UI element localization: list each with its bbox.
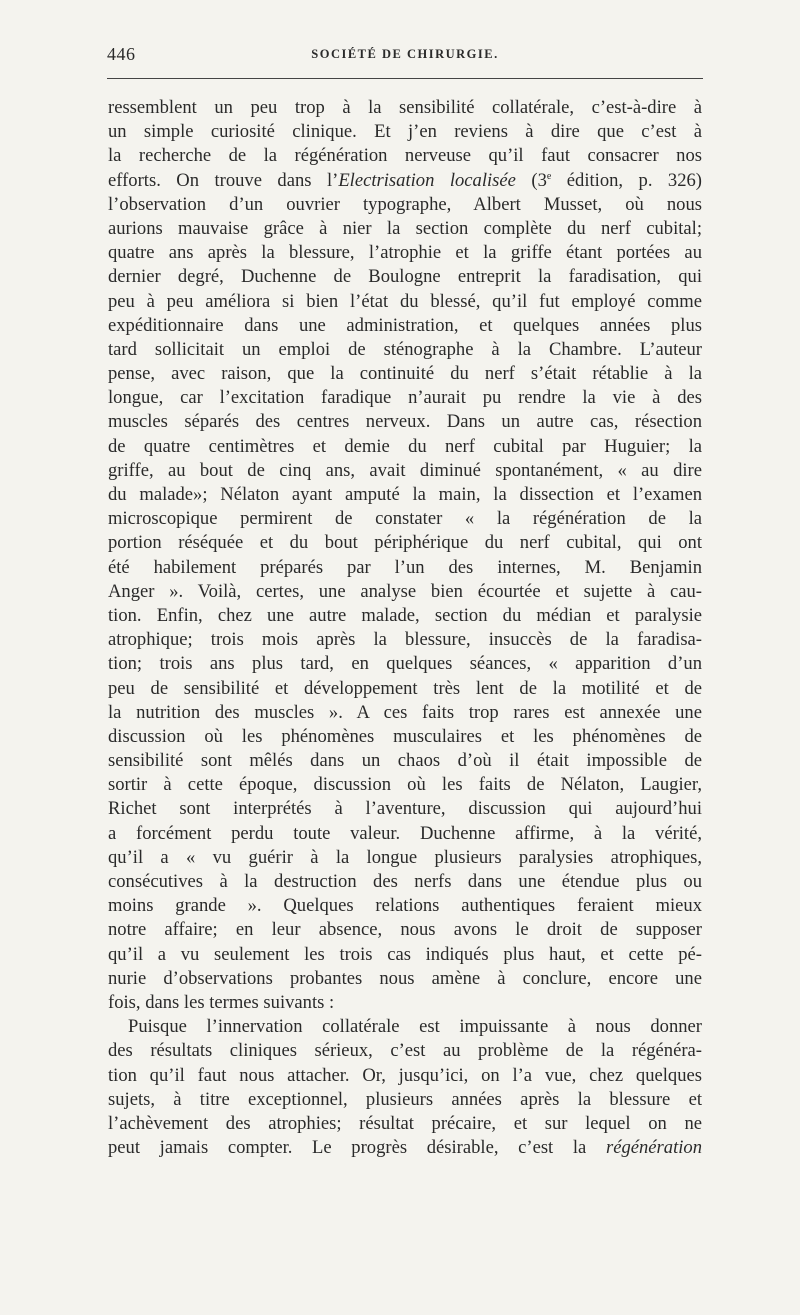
text-line: tion. Enfin, chez une autre malade, section du médian et paralysie	[108, 604, 702, 626]
text-segment: efforts. On trouve dans l’	[108, 169, 339, 191]
text-line: Anger ». Voilà, certes, une analyse bien écourtée et sujette à cau-	[108, 580, 702, 602]
italic-word: régénération	[605, 1137, 702, 1159]
text-line: un simple curiosité clinique. Et j’en reviens à dire que c’est à	[108, 121, 702, 143]
text-line: discussion où les phénomènes musculaires et les phénomènes de	[108, 725, 702, 747]
running-head: SOCIÉTÉ DE CHIRURGIE.	[311, 47, 499, 61]
text-line: a forcément perdu toute valeur. Duchenne affirme, à la vérité,	[108, 822, 702, 844]
text-line: été habilement préparés par l’un des internes, M. Benjamin	[108, 556, 702, 578]
text-line: sujets, à titre exceptionnel, plusieurs années après la blessure et	[108, 1088, 702, 1110]
paragraph-first-line: Puisque l’innervation collatérale est impuissante à nous donner	[128, 1016, 702, 1038]
body-text	[108, 96, 702, 1160]
book-title: Electrisation localisée	[338, 169, 516, 191]
page-number: 446	[107, 44, 136, 64]
text-line: fois, dans les termes suivants :	[108, 991, 335, 1013]
text-line: peu à peu améliora si bien l’état du blessé, qu’il fut employé comme	[108, 290, 702, 312]
text-line: tard sollicitait un emploi de sténographe à la Chambre. L’auteur	[108, 338, 702, 360]
text-line: muscles séparés des centres nerveux. Dans un autre cas, résection	[108, 411, 702, 433]
text-line: griffe, au bout de cinq ans, avait diminué spontanément, « au dire	[108, 459, 702, 481]
text-line: peu de sensibilité et développement très lent de la motilité et de	[108, 677, 702, 699]
text-line: tion qu’il faut nous attacher. Or, jusqu’ici, on l’a vue, chez quelques	[108, 1064, 702, 1086]
text-line: sortir à cette époque, discussion où les faits de Nélaton, Laugier,	[108, 774, 702, 796]
text-line: qu’il a vu seulement les trois cas indiqués plus haut, et cette pé-	[108, 943, 702, 965]
text-line: l’observation d’un ouvrier typographe, Albert Musset, où nous	[108, 193, 702, 215]
text-line: atrophique; trois mois après la blessure, insuccès de la faradisa-	[108, 629, 702, 651]
superscript: e	[546, 170, 552, 182]
text-line: quatre ans après la blessure, l’atrophie et la griffe étant portées au	[108, 242, 702, 264]
text-line: moins grande ». Quelques relations authentiques feraient mieux	[108, 895, 702, 917]
text-line: des résultats cliniques sérieux, c’est au problème de la régénéra-	[108, 1040, 702, 1062]
text-line: Richet sont interprétés à l’aventure, discussion qui aujourd’hui	[108, 798, 702, 820]
text-line: microscopique permirent de constater « la régénération de la	[108, 508, 702, 530]
text-line: du malade»; Nélaton ayant amputé la main, la dissection et l’examen	[108, 484, 702, 505]
text-segment: (3	[515, 169, 547, 191]
text-line: l’achèvement des atrophies; résultat précaire, et sur lequel on ne	[108, 1112, 702, 1134]
text-line: la recherche de la régénération nerveuse qu’il faut consacrer nos	[108, 145, 702, 167]
text-line: portion réséquée et du bout périphérique du nerf cubital, qui ont	[108, 532, 702, 554]
text-line: nurie d’observations probantes nous amène à conclure, encore une	[108, 967, 702, 989]
text-line: qu’il a « vu guérir à la longue plusieurs paralysies atrophiques,	[108, 846, 702, 868]
text-line: sensibilité sont mêlés dans un chaos d’où il était impossible de	[108, 750, 702, 772]
text-line: aurions mauvaise grâce à nier la section complète du nerf cubital;	[108, 217, 702, 239]
text-line	[108, 1136, 702, 1160]
text-line: notre affaire; en leur absence, nous avons le droit de supposer	[108, 919, 702, 941]
text-line: expéditionnaire dans une administration, et quelques années plus	[108, 314, 702, 336]
text-segment: édition, p. 326)	[551, 169, 703, 191]
text-line	[108, 169, 702, 193]
text-line: tion; trois ans plus tard, en quelques séances, « apparition d’un	[108, 653, 702, 675]
page-header	[107, 44, 703, 70]
text-line: la nutrition des muscles ». A ces faits trop rares est annexée une	[108, 701, 702, 723]
text-line: consécutives à la destruction des nerfs dans une étendue plus ou	[108, 871, 702, 892]
text-line: pense, avec raison, que la continuité du nerf s’était rétablie à la	[108, 363, 702, 385]
header-rule	[107, 78, 703, 79]
text-line: dernier degré, Duchenne de Boulogne entreprit la faradisation, qui	[108, 266, 702, 288]
text-segment: peut jamais compter. Le progrès désirable, c’est la	[108, 1137, 606, 1159]
text-line: ressemblent un peu trop à la sensibilité collatérale, c’est-à-dire à	[108, 97, 702, 118]
text-line: de quatre centimètres et demie du nerf cubital par Huguier; la	[108, 435, 702, 457]
text-line: longue, car l’excitation faradique n’aurait pu rendre la vie à des	[108, 387, 702, 409]
